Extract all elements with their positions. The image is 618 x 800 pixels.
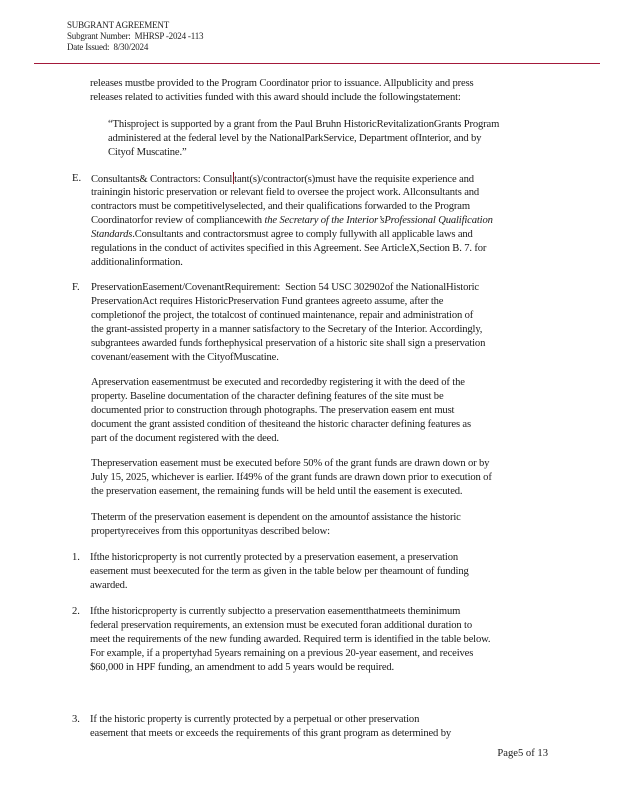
list-item-3-line: easement that meets or exceeds the requirements of this grant program as determined by	[90, 728, 451, 739]
section-e-text: tant(s)/contractor(s)must have the requisite experience and	[234, 174, 474, 185]
section-e-text: Coordinatorfor review of compliancewith	[91, 215, 265, 226]
subgrant-number-row	[67, 31, 203, 42]
list-item-2-line: $60,000 in HPF funding, an amendment to add 5 years would be required.	[90, 662, 395, 673]
section-f-line: PreservationEasement/CovenantRequirement: Section 54 USC 302902of the NationalHistoric	[91, 282, 479, 293]
section-e-text: Consultants& Contractors: Consul	[91, 174, 233, 185]
term-paragraph-line: propertyreceives from this opportunityas described below:	[91, 526, 330, 537]
section-f-line: PreservationAct requires HistoricPreservation Fund grantees agreeto assume, after the	[91, 296, 444, 307]
section-e-line	[91, 214, 493, 227]
easement-paragraph-line: part of the document registered with the deed.	[91, 433, 279, 444]
section-f-line: covenant/easement with the CityofMuscatine.	[91, 352, 279, 363]
section-e-line: regulations in the conduct of activites specified in this Agreement. See ArticleX,Section B. 7. for	[91, 243, 487, 254]
list-item-3-line: If the historic property is currently protected by a perpetual or other preservation	[90, 714, 420, 725]
easement-paragraph-line: property. Baseline documentation of the character defining features of the site must be	[91, 391, 444, 402]
list-item-2-line: federal preservation requirements, an extension must be executed foran additional duration to	[90, 620, 472, 631]
document-title: SUBGRANT AGREEMENT	[67, 20, 169, 30]
list-item-1-line: easement must beexecuted for the term as given in the table below per theamount of funding	[90, 566, 469, 577]
section-f-label: F.	[72, 282, 80, 293]
list-item-1-number: 1.	[72, 552, 80, 563]
section-e-line	[91, 172, 474, 186]
list-item-2-line: For example, if a propertyhad 5years remaining on a previous 20-year easement, and receives	[90, 648, 474, 659]
section-e-line: additionalinformation.	[91, 257, 183, 268]
deadline-paragraph-line: July 15, 2025, whichever is earlier. If49% of the grant funds are drawn down prior to execution of	[91, 472, 492, 483]
section-e-label: E.	[72, 173, 82, 184]
quote-line: administered at the federal level by the NationalParkService, Department ofInterior, and by	[108, 133, 482, 144]
standards-italic: Standards	[91, 229, 133, 240]
section-f-line: completionof the project, the totalcost of continued maintenance, repair and administration of	[91, 310, 474, 321]
section-e-text: .Consultants and contractorsmust agree to comply fullywith all applicable laws and	[132, 229, 473, 240]
section-e-line: trainingin historic preservation or relevant field to oversee the project work. Allconsultants and	[91, 187, 480, 198]
deadline-paragraph-line: the preservation easement, the remaining funds will be held until the easement is executed.	[91, 486, 463, 497]
list-item-3-number: 3.	[72, 714, 80, 725]
date-issued-row	[67, 42, 203, 53]
easement-paragraph-line: Apreservation easementmust be executed and recordedby registering it with the deed of the	[91, 377, 465, 388]
quote-line: “Thisproject is supported by a grant from the Paul Bruhn HistoricRevitalizationGrants Program	[108, 119, 500, 130]
easement-paragraph-line: documented prior to construction through photographs. The preservation easem ent must	[91, 405, 455, 416]
sec-interior-standards-italic: the Secretary of the Interior’sProfessional Qualification	[264, 215, 493, 226]
header-divider	[34, 63, 600, 64]
quote-line: Cityof Muscatine.”	[108, 147, 187, 158]
date-issued: 8/30/2024	[113, 42, 149, 52]
easement-paragraph-line: document the grant assisted condition of thesiteand the historic character defining features as	[91, 419, 471, 430]
list-item-2-line: meet the requirements of the new funding awarded. Required term is identified in the table below.	[90, 634, 491, 645]
page-number: Page5 of 13	[497, 748, 548, 759]
section-f-line: the grant-assisted property in a manner satisfactory to the Secretary of the Interior. Accordingly,	[91, 324, 483, 335]
subgrant-number-label: Subgrant Number:	[67, 31, 131, 41]
section-e-line	[91, 228, 473, 241]
term-paragraph-line: Theterm of the preservation easement is dependent on the amountof assistance the historic	[91, 512, 461, 523]
intro-line: releases related to activities funded with this award should include the followingstatement:	[90, 92, 461, 103]
list-item-2-line: Ifthe historicproperty is currently subjectto a preservation easementthatmeets theminimum	[90, 606, 461, 617]
document-header	[67, 20, 203, 53]
deadline-paragraph-line: Thepreservation easement must be executed before 50% of the grant funds are drawn down or by	[91, 458, 490, 469]
section-f-line: subgrantees awarded funds forthephysical preservation of a historic site shall sign a preservation	[91, 338, 486, 349]
date-issued-label: Date Issued:	[67, 42, 110, 52]
list-item-1-line: Ifthe historicproperty is not currently protected by a preservation easement, a preservation	[90, 552, 459, 563]
list-item-2-number: 2.	[72, 606, 80, 617]
section-e-line: contractors must be competitivelyselected, and their qualifications forwarded to the Program	[91, 201, 470, 212]
intro-line: releases mustbe provided to the Program Coordinator prior to issuance. Allpublicity and press	[90, 78, 474, 89]
subgrant-number: MHRSP -2024 -113	[134, 31, 204, 41]
list-item-1-line: awarded.	[90, 580, 128, 591]
